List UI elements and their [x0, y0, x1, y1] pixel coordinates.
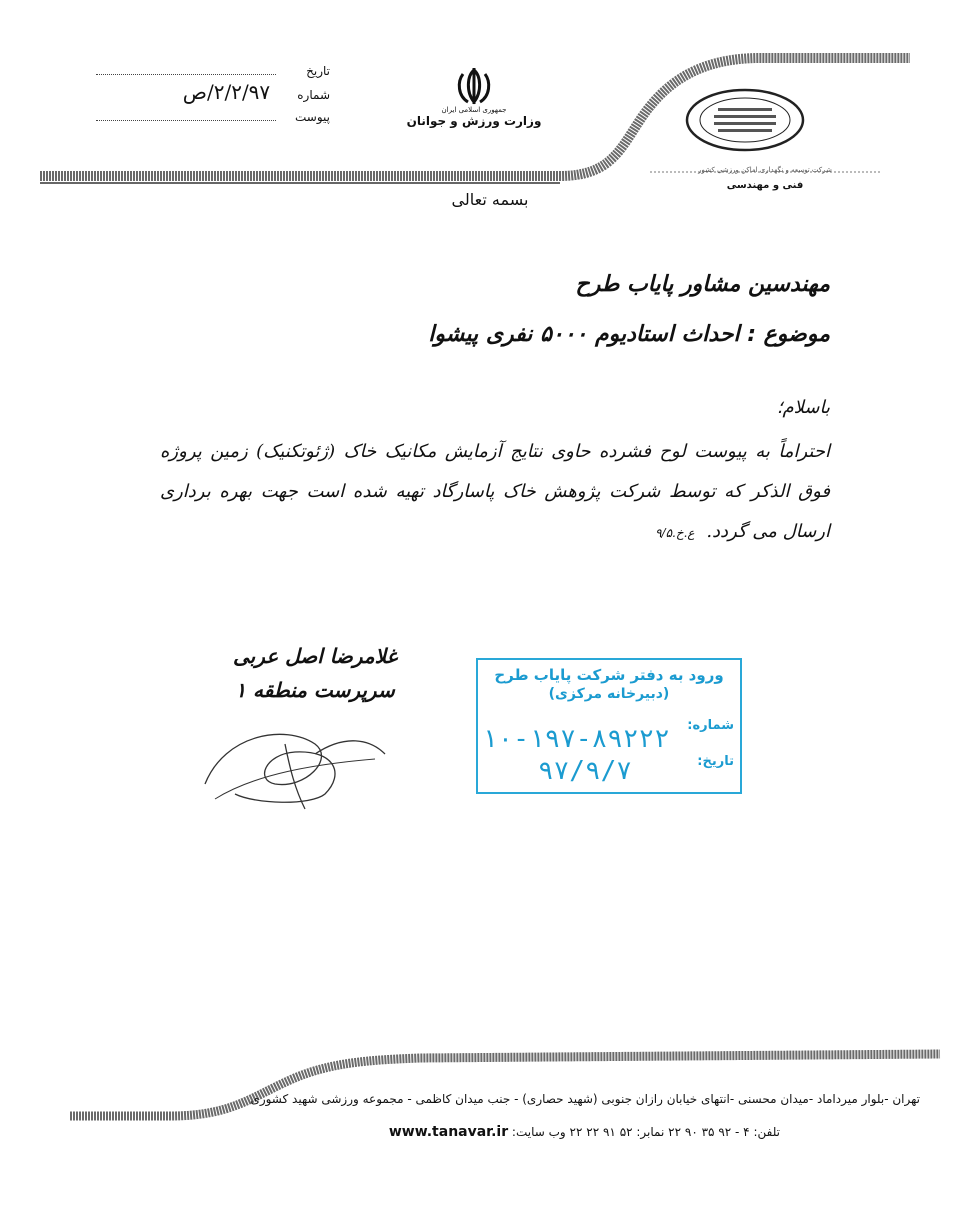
signature-block [200, 644, 430, 702]
ministry-country: جمهوری اسلامی ایران [441, 106, 507, 114]
department-name: فنی و مهندسی [726, 180, 804, 191]
receipt-stamp [476, 658, 742, 794]
ministry-name: وزارت ورزش و جوانان [406, 114, 542, 128]
stamp-number-label: شماره: [687, 718, 734, 733]
footer-contact-text: تلفن: ۴ - ۹۲ ۳۵ ۹۰ ۲۲ نمابر: ۵۲ ۹۱ ۲۲ ۲۲ وب سایت: [508, 1125, 780, 1139]
footer-website: www.tanavar.ir [388, 1124, 509, 1140]
handwritten-signature [195, 714, 395, 814]
department-line: شرکت توسعه و نگهداری اماکن ورزشی کشور [698, 166, 832, 174]
footer-address: تهران -بلوار میرداماد -میدان محسنی -انتهای خیابان رازان جنوبی (شهید حصاری) - جنب میدان کاظمی - مجموعه ورزشی شهید کشوری [250, 1092, 920, 1106]
date-label: تاریخ [306, 64, 330, 78]
number-label: شماره [297, 88, 330, 102]
signer-title: سرپرست منطقه ۱ [235, 678, 395, 702]
footer-divider [0, 1040, 958, 1130]
addressee: مهندسین مشاور پایاب طرح [575, 272, 830, 297]
stamp-number-value: ۱۰-۱۹۷-۸۹۲۲۲ [482, 724, 670, 754]
subject: موضوع : احداث استادیوم ۵۰۰۰ نفری پیشوا [428, 322, 830, 347]
footer-contact [300, 1124, 780, 1140]
stamp-subtitle: (دبیرخانه مرکزی) [548, 686, 670, 702]
department-block [640, 166, 890, 191]
signer-name: غلامرضا اصل عربی [232, 644, 398, 668]
body-note: ع.خ.۹/۵ [655, 526, 695, 540]
stamp-title: ورود به دفتر شرکت پایاب طرح [494, 666, 724, 684]
number-value: ۲/۲/۹۷/ص [182, 80, 271, 104]
body-text: احتراماً به پیوست لوح فشرده حاوی نتایج آزمایش مکانیک خاک (ژئوتکنیک) زمین پروژه فوق الذکر که توسط شرکت پژوهش خاک پاسارگاد تهیه شده است جهت بهره برداری ارسال می گردد. [160, 441, 830, 542]
stamp-date-label: تاریخ: [697, 754, 734, 769]
greeting: باسلام؛ [776, 397, 830, 418]
basmala: بسمه تعالی [451, 190, 529, 209]
attachment-label: پیوست [295, 110, 330, 124]
letter-body [160, 432, 830, 553]
stamp-date-value: ۹۷/۹/۷ [538, 756, 632, 786]
